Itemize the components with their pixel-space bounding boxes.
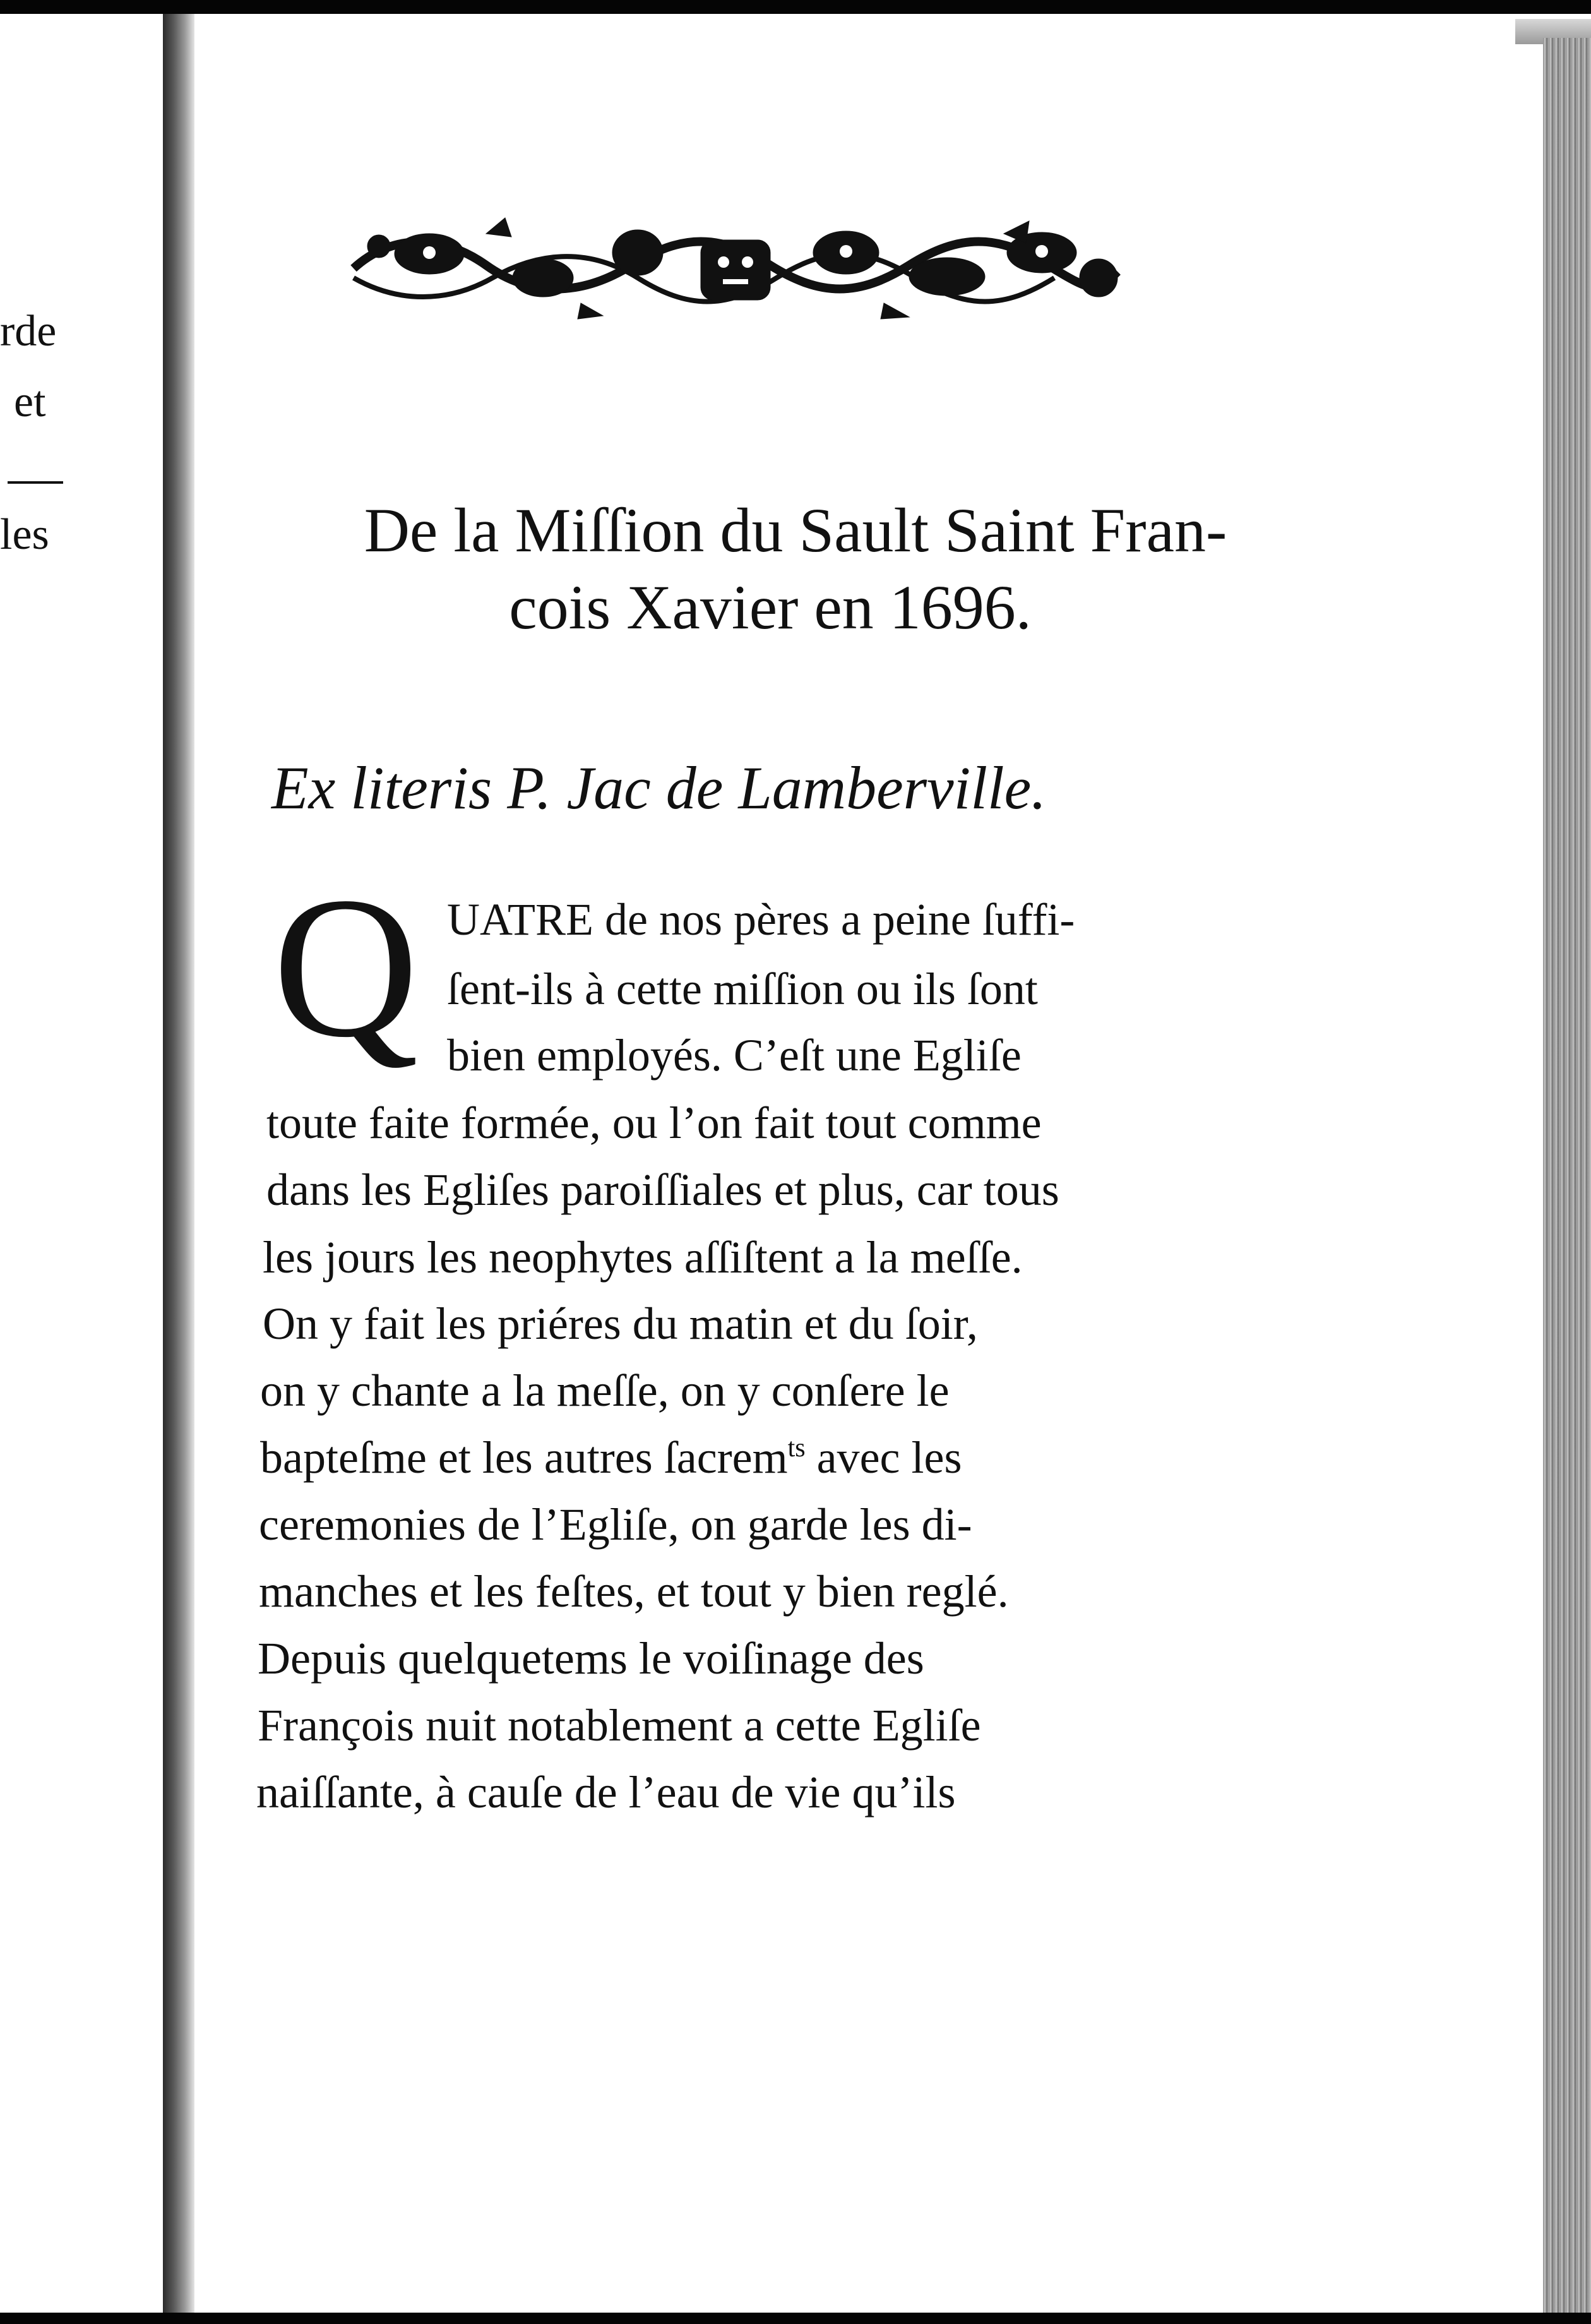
body-line: ceremonies de l’Egliſe, on garde les di- xyxy=(259,1499,972,1550)
body-line: toute faite formée, ou l’on fait tout comme xyxy=(266,1098,1042,1148)
body-line: naiſſante, à cauſe de l’eau de vie qu’ils xyxy=(256,1767,956,1818)
superscript-abbreviation: ts xyxy=(787,1434,806,1463)
previous-page xyxy=(0,14,163,2313)
scan-border-bottom xyxy=(0,2313,1591,2324)
body-line: UATRE de nos pères a peine ſuffi- xyxy=(447,894,1075,945)
body-line: On y fait les priéres du matin et du ſoir, xyxy=(263,1298,978,1349)
previous-page-rule xyxy=(8,481,63,484)
previous-page-fragment: et xyxy=(14,378,46,426)
chapter-subtitle: Ex literis P. Jac de Lamberville. xyxy=(271,754,1047,822)
drop-cap: Q xyxy=(273,856,419,1079)
body-line: Depuis quelquetems le voiſinage des xyxy=(258,1633,924,1684)
body-line: ſent-ils à cette miſſion ou ils ſont xyxy=(447,964,1038,1014)
body-line: on y chante a la meſſe, on y conſere le xyxy=(260,1365,950,1416)
body-line: François nuit notablement a cette Egliſe xyxy=(258,1700,981,1751)
previous-page-fragment: rde xyxy=(0,307,57,356)
book-gutter xyxy=(163,14,194,2313)
chapter-title-line: cois Xavier en 1696. xyxy=(509,572,1032,642)
book-page xyxy=(194,14,1543,2313)
page-edges xyxy=(1543,38,1591,2313)
previous-page-fragment: les xyxy=(0,510,49,559)
scan-border-top xyxy=(0,0,1591,14)
body-line: les jours les neophytes aſſiſtent a la meſſe. xyxy=(263,1232,1023,1283)
body-line-text: bapteſme et les autres ſacrem xyxy=(260,1432,788,1483)
floral-headpiece-ornament xyxy=(341,208,1130,322)
body-line: manches et les feſtes, et tout y bien reglé. xyxy=(259,1566,1009,1617)
body-line-text: avec les xyxy=(805,1432,962,1483)
body-line xyxy=(260,1432,962,1483)
body-line: bien employés. C’eſt une Egliſe xyxy=(447,1030,1022,1081)
body-line: dans les Egliſes paroiſſiales et plus, car tous xyxy=(266,1165,1059,1215)
chapter-title-line: De la Miſſion du Sault Saint Fran- xyxy=(364,495,1227,565)
